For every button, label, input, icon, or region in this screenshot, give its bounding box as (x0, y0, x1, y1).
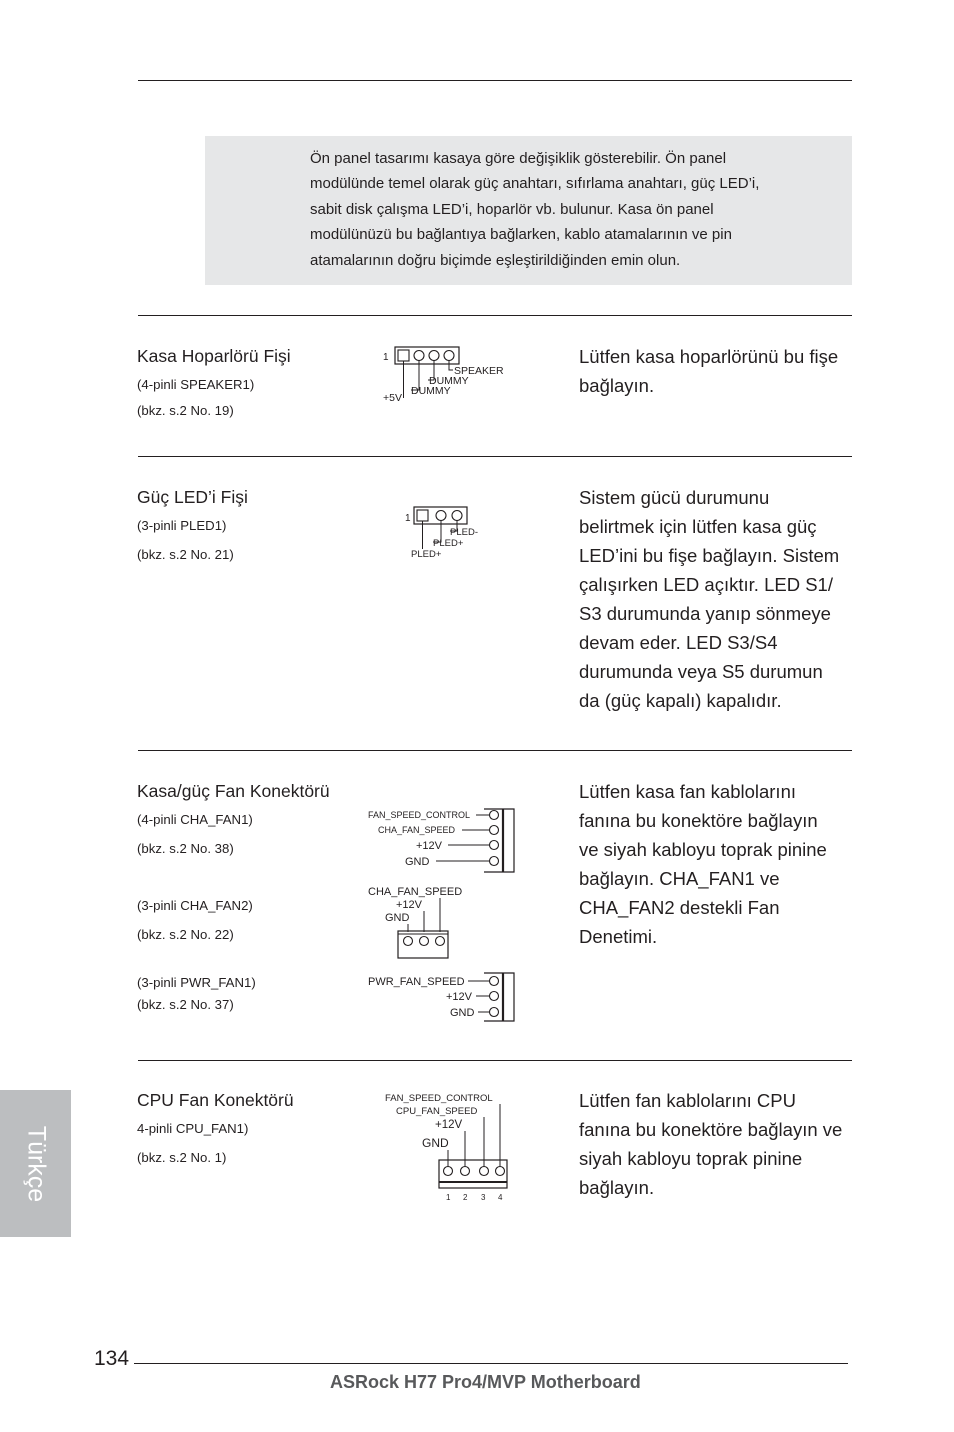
pled-title: Güç LED’i Fişi (137, 487, 248, 507)
cha-fan-speed-label: CHA_FAN_SPEED (368, 886, 463, 898)
12v-label: +12V (446, 991, 472, 1003)
pled-sub: (3-pinli PLED1) (137, 518, 227, 533)
section-rule (138, 456, 852, 457)
section-rule (138, 750, 852, 751)
desc-line: Lütfen kasa fan kablolarını (579, 781, 797, 802)
desc-line: CHA_FAN2 destekli Fan (579, 897, 780, 918)
pin1-label: 1 (383, 352, 389, 363)
speaker-description (579, 342, 869, 400)
pled-ref: (bkz. s.2 No. 21) (137, 547, 234, 562)
dummy-pin-label: DUMMY (429, 375, 469, 387)
12v-label: +12V (435, 1119, 463, 1131)
top-rule (138, 80, 852, 81)
pin-number: 2 (463, 1193, 468, 1202)
note-line: modülünde temel olarak güç anahtarı, sıfırlama anahtarı, güç LED’i, (310, 175, 760, 193)
gnd-label: GND (450, 1007, 475, 1019)
cha-fan2-diagram (366, 882, 486, 962)
pwrfan-ref: (bkz. s.2 No. 37) (137, 997, 234, 1012)
gnd-label: GND (422, 1136, 449, 1150)
desc-line: Lütfen fan kablolarını CPU (579, 1090, 796, 1111)
pin-number: 1 (446, 1193, 451, 1202)
pled-minus-label: PLED- (450, 527, 478, 538)
12v-label: +12V (396, 899, 422, 911)
cpufan-sub: 4-pinli CPU_FAN1) (137, 1121, 249, 1136)
pled-header-diagram (402, 503, 492, 561)
section-rule (138, 315, 852, 316)
desc-line: S3 durumunda yanıp sönmeye (579, 603, 831, 624)
pwrfan-sub: (3-pinli PWR_FAN1) (137, 975, 256, 990)
speaker-ref: (bkz. s.2 No. 19) (137, 403, 234, 418)
desc-line: Lütfen kasa hoparlörünü bu fişe (579, 346, 839, 367)
section-rule (138, 1060, 852, 1061)
5v-pin-label: +5V (383, 392, 402, 404)
desc-line: durumunda veya S5 durumun (579, 661, 823, 682)
pwr-fan-speed-label: PWR_FAN_SPEED (368, 976, 465, 988)
chafan1-ref: (bkz. s.2 No. 38) (137, 841, 234, 856)
speaker-header-diagram (380, 342, 510, 406)
cpufan-ref: (bkz. s.2 No. 1) (137, 1150, 227, 1165)
cha-fan-speed-label: CHA_FAN_SPEED (378, 825, 456, 835)
desc-line: Denetimi. (579, 926, 658, 947)
note-line: Ön panel tasarımı kasaya göre değişiklik gösterebilir. Ön panel (310, 150, 727, 167)
pled-plus-label: PLED+ (411, 549, 442, 560)
pled-description (579, 483, 869, 715)
note-line: modülünüzü bu bağlantıya bağlarken, kablo atamalarının ve pin (310, 226, 732, 244)
gnd-label: GND (405, 856, 430, 868)
speaker-sub: (4-pinli SPEAKER1) (137, 377, 255, 392)
desc-line: Sistem gücü durumunu (579, 487, 770, 508)
language-tab-label: Türkçe (22, 1125, 50, 1202)
12v-label: +12V (416, 840, 442, 852)
pwr-fan-diagram (366, 970, 518, 1024)
cpu-fan-speed-label: CPU_FAN_SPEED (396, 1106, 478, 1117)
desc-line: ve siyah kabloyu toprak pinine (579, 839, 827, 860)
desc-line: bağlayın. CHA_FAN1 ve (579, 868, 780, 889)
pin1-label: 1 (405, 513, 411, 524)
dummy-pin-label: DUMMY (411, 385, 451, 397)
desc-line: da (güç kapalı) kapalıdır. (579, 690, 782, 711)
footer-rule (134, 1363, 848, 1364)
page-number: 134 (94, 1347, 130, 1370)
chafan2-ref: (bkz. s.2 No. 22) (137, 927, 234, 942)
speaker-title: Kasa Hoparlörü Fişi (137, 346, 291, 366)
desc-line: devam eder. LED S3/S4 (579, 632, 778, 653)
note-line: atamalarının doğru biçimde eşleştirildiğinden emin olun. (310, 251, 681, 269)
note-line: sabit disk çalışma LED’i, hoparlör vb. bulunur. Kasa ön panel (310, 200, 714, 218)
language-tab (0, 1090, 71, 1237)
gnd-label: GND (385, 912, 410, 924)
desc-line: fanına bu konektöre bağlayın (579, 810, 818, 831)
footer-title: ASRock H77 Pro4/MVP Motherboard (330, 1372, 641, 1392)
cha-fan1-diagram (366, 806, 518, 874)
note-text (310, 146, 840, 273)
chafan-description (579, 777, 869, 951)
desc-line: bağlayın. (579, 1177, 655, 1198)
fan-speed-control-label: FAN_SPEED_CONTROL (385, 1093, 493, 1104)
cpu-fan-diagram (380, 1086, 510, 1204)
desc-line: LED’ini bu fişe bağlayın. Sistem (579, 545, 840, 566)
pin-number: 4 (498, 1193, 503, 1202)
fan-speed-control-label: FAN_SPEED_CONTROL (368, 810, 471, 820)
chafan-title: Kasa/güç Fan Konektörü (137, 781, 330, 801)
desc-line: belirtmek için lütfen kasa güç (579, 516, 817, 537)
desc-line: fanına bu konektöre bağlayın ve (579, 1119, 843, 1140)
desc-line: çalışırken LED açıktır. LED S1/ (579, 574, 833, 595)
cpufan-description (579, 1086, 869, 1202)
desc-line: bağlayın. (579, 375, 655, 396)
chafan2-sub: (3-pinli CHA_FAN2) (137, 898, 253, 913)
desc-line: siyah kabloyu toprak pinine (579, 1148, 803, 1169)
cpufan-title: CPU Fan Konektörü (137, 1090, 294, 1110)
pled-plus-label: PLED+ (433, 538, 464, 549)
speaker-pin-label: SPEAKER (454, 365, 504, 377)
chafan1-sub: (4-pinli CHA_FAN1) (137, 812, 253, 827)
pin-number: 3 (481, 1193, 486, 1202)
